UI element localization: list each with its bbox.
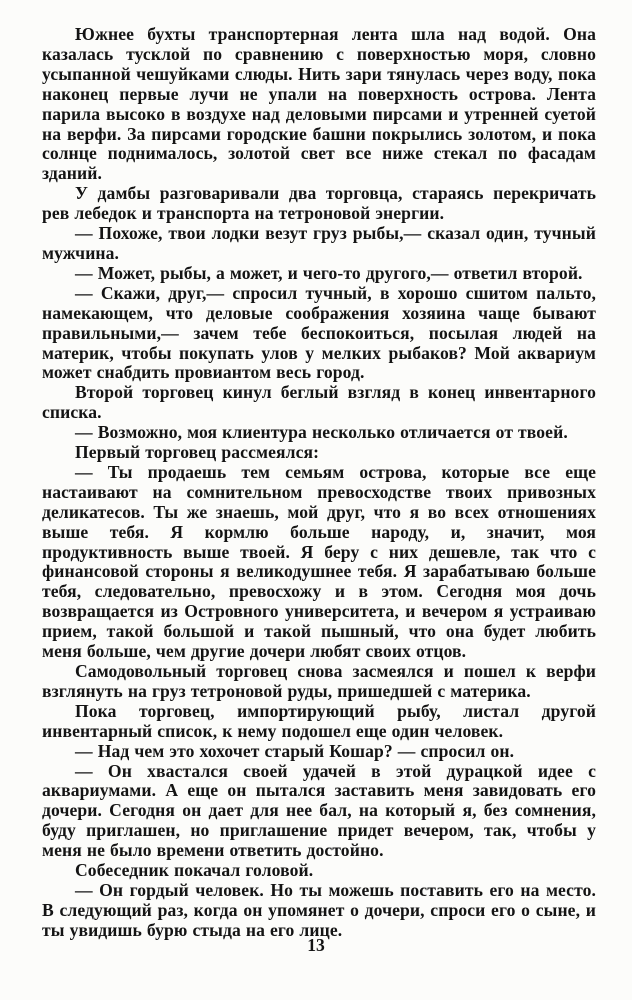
page-number: 13 <box>307 935 325 955</box>
paragraph-narrative-1: Южнее бухты транспортерная лента шла над водой. Она казалась тусклой по сравнению с поверхностью моря, словно усыпанной чешуйками слюды. Нить зари тянулась через воду, пока наконец первые лучи не упали на поверхность острова. Лента парила высоко в воздухе над деловыми пирсами и утренней суетой на верфи. За пирсами городские башни покрылись золотом, и пока солнце поднималось, золотой свет все ниже стекал по фасадам зданий. <box>42 24 596 184</box>
paragraph-dialogue-3: — Скажи, друг,— спросил тучный, в хорошо сшитом пальто, намекающем, что деловые соображения хозяина чаще бывают правильными,— зачем тебе беспокоиться, посылая людей на материк, чтобы покупать улов у мелких рыбаков? Мой аквариум может снабдить провиантом весь город. <box>42 282 596 383</box>
text-block <box>42 25 596 941</box>
paragraph-dialogue-6: — Над чем это хохочет старый Кошар? — спросил он. <box>75 740 515 761</box>
paragraph-narrative-6: Пока торговец, импортирующий рыбу, листал другой инвентарный список, к нему подошел еще один человек. <box>42 700 596 741</box>
paragraph-narrative-4: Первый торговец рассмеялся: <box>75 442 320 463</box>
paragraph-narrative-7: Собеседник покачал головой. <box>75 860 314 881</box>
paragraph-narrative-2: У дамбы разговаривали два торговца, стараясь перекричать рев лебедок и транспорта на тетроновой энергии. <box>42 183 596 224</box>
paragraph-dialogue-8: — Он гордый человек. Но ты можешь поставить его на место. В следующий раз, когда он упомянет о дочери, спроси его о сыне, и ты увидишь бурю стыда на его лице. <box>42 879 596 940</box>
paragraph-dialogue-4: — Возможно, моя клиентура несколько отличается от твоей. <box>75 422 568 443</box>
paragraph-dialogue-2: — Может, рыбы, а может, и чего-то другого,— ответил второй. <box>75 262 583 283</box>
paragraph-dialogue-7: — Он хвастался своей удачей в этой дурацкой идее с аквариумами. А еще он пытался заставить меня завидовать его дочери. Сегодня он дает для нее бал, на который я, без сомнения, буду приглашен, но приглашение придет вечером, так, чтобы у меня не было времени ответить достойно. <box>42 760 596 861</box>
paragraph-narrative-3: Второй торговец кинул беглый взгляд в конец инвентарного списка. <box>42 382 596 423</box>
paragraph-narrative-5: Самодовольный торговец снова засмеялся и пошел к верфи взглянуть на груз тетроновой руды, пришедшей с материка. <box>42 661 596 701</box>
paragraph-dialogue-1: — Похоже, твои лодки везут груз рыбы,— сказал один, тучный мужчина. <box>42 223 596 263</box>
paragraph-dialogue-5: — Ты продаешь тем семьям острова, которые все еще настаивают на сомнительном превосходстве твоих привозных деликатесов. Ты же знаешь, мой друг, что я во всех отношениях выше тебя. Я кормлю больше народу, и, значит, моя продуктивность выше твоей. Я беру с них дешевле, так что с финансовой стороны я великодушнее тебя. Я зарабатываю больше тебя, следовательно, превосхожу и в этом. Сегодня моя дочь возвращается из Островного университета, и вечером я устраиваю прием, такой большой и такой пышный, что она будет любить меня больше, чем другие дочери любят своих отцов. <box>42 461 596 662</box>
